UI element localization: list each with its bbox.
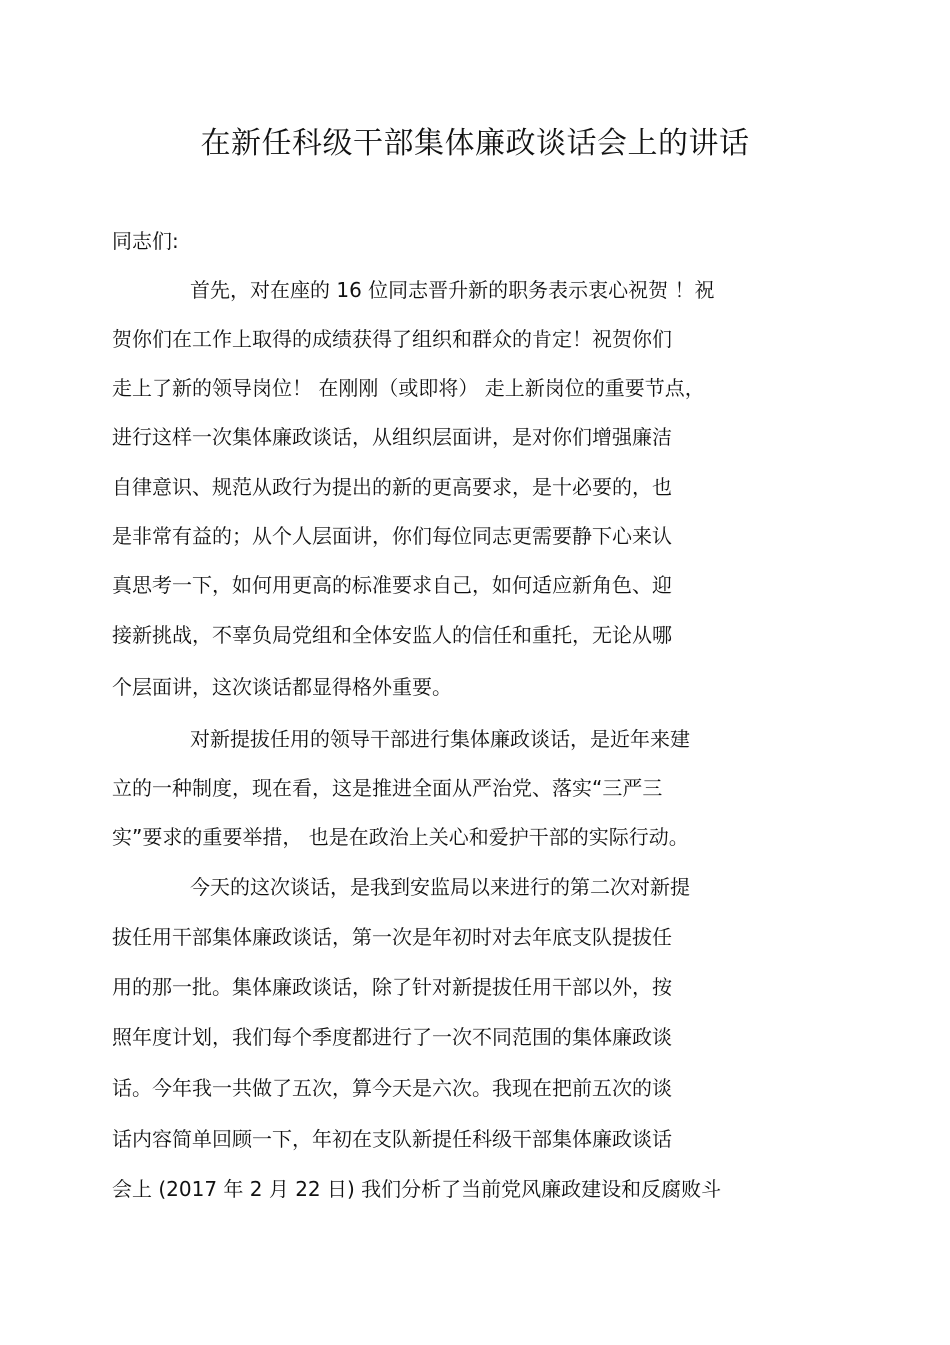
paragraph-3-line-7: 会上 (2017 年 2 月 22 日) 我们分析了当前党风廉政建设和反腐败斗	[112, 1177, 722, 1201]
paragraph-3-line-3: 用的那一批。集体廉政谈话，除了针对新提拔任用干部以外，按	[112, 975, 672, 999]
paragraph-3-line-2: 拔任用干部集体廉政谈话，第一次是年初时对去年底支队提拔任	[112, 925, 672, 949]
paragraph-1-line-6: 是非常有益的；从个人层面讲，你们每位同志更需要静下心来认	[112, 524, 672, 548]
paragraph-3-line-5: 话。今年我一共做了五次，算今天是六次。我现在把前五次的谈	[112, 1076, 672, 1100]
paragraph-2-line-1: 对新提拔任用的领导干部进行集体廉政谈话，是近年来建	[190, 727, 690, 751]
paragraph-1-line-7: 真思考一下，如何用更高的标准要求自己，如何适应新角色、迎	[112, 573, 672, 597]
paragraph-1-line-8: 接新挑战，不辜负局党组和全体安监人的信任和重托，无论从哪	[112, 623, 672, 647]
paragraph-3-line-4: 照年度计划，我们每个季度都进行了一次不同范围的集体廉政谈	[112, 1025, 672, 1049]
paragraph-1-line-2: 贺你们在工作上取得的成绩获得了组织和群众的肯定！祝贺你们	[112, 327, 672, 351]
paragraph-3-line-6: 话内容简单回顾一下，年初在支队新提任科级干部集体廉政谈话	[112, 1127, 672, 1151]
paragraph-1-line-1: 首先，对在座的 16 位同志晋升新的职务表示衷心祝贺 ！祝	[190, 278, 715, 302]
paragraph-3-line-1: 今天的这次谈话，是我到安监局以来进行的第二次对新提	[190, 875, 690, 899]
paragraph-1-line-5: 自律意识、规范从政行为提出的新的更高要求，是十必要的，也	[112, 475, 672, 499]
paragraph-1-line-3: 走上了新的领导岗位！ 在刚刚（或即将） 走上新岗位的重要节点，	[112, 376, 705, 400]
salutation: 同志们:	[112, 229, 179, 253]
paragraph-1-line-9: 个层面讲，这次谈话都显得格外重要。	[112, 675, 452, 699]
paragraph-1-line-4: 进行这样一次集体廉政谈话，从组织层面讲，是对你们增强廉洁	[112, 425, 672, 449]
page-title: 在新任科级干部集体廉政谈话会上的讲话	[200, 126, 750, 161]
paragraph-2-line-2: 立的一种制度，现在看，这是推进全面从严治党、落实“三严三	[112, 776, 663, 800]
paragraph-2-line-3: 实”要求的重要举措， 也是在政治上关心和爱护干部的实际行动。	[112, 825, 689, 849]
